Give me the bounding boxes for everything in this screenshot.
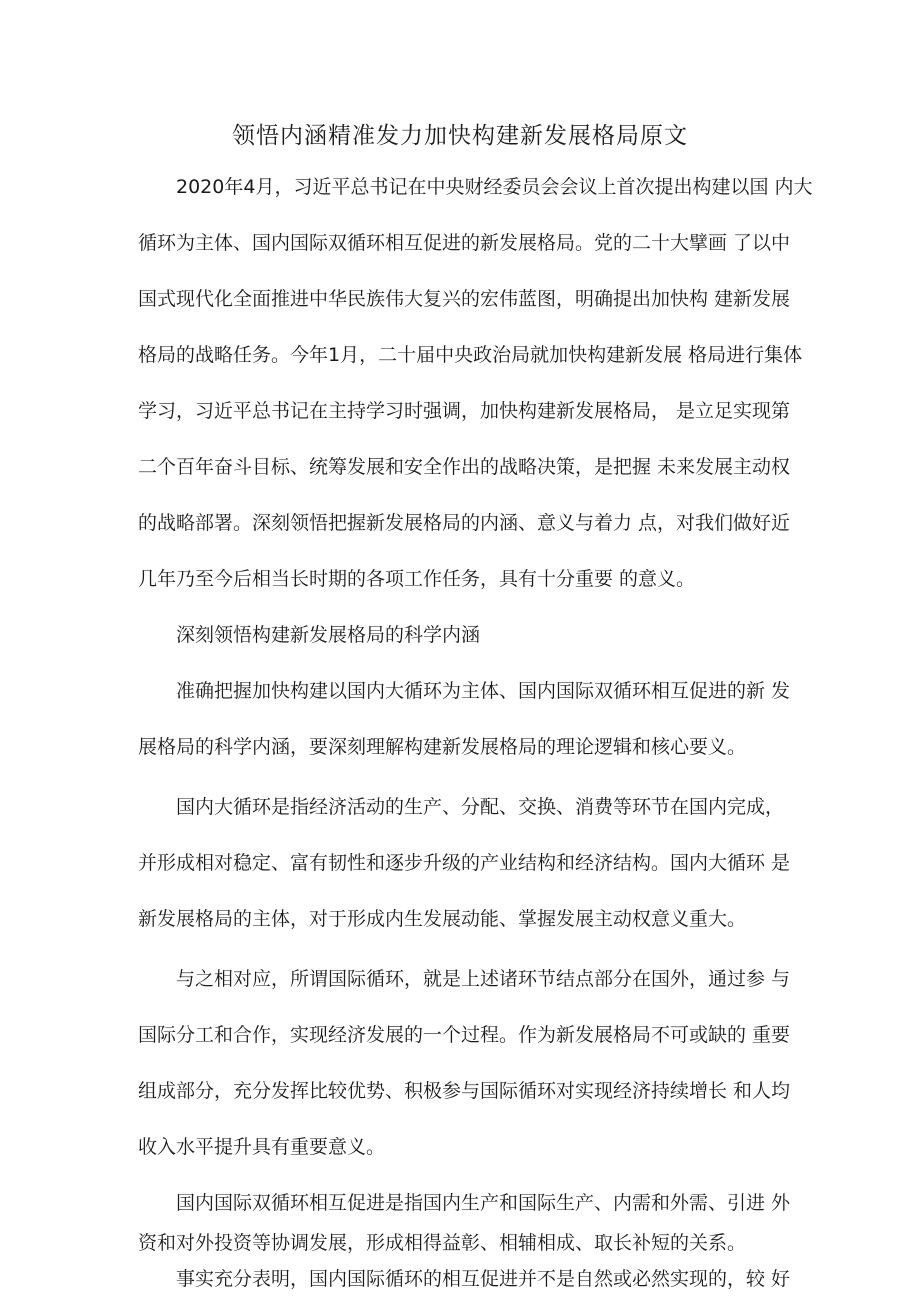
- paragraph-line: 格局的战略任务。今年1月，二十届中央政治局就加快构建新发展 格局进行集体: [138, 344, 803, 366]
- paragraph-line: 展格局的科学内涵，要深刻理解构建新发展格局的理论逻辑和核心要义。: [138, 736, 747, 758]
- paragraph-line: 学习，习近平总书记在主持学习时强调，加快构建新发展格局， 是立足实现第: [138, 400, 791, 422]
- paragraph-line: 国式现代化全面推进中华民族伟大复兴的宏伟蓝图，明确提出加快构 建新发展: [138, 288, 791, 310]
- section-heading: 深刻领悟构建新发展格局的科学内涵: [176, 624, 481, 646]
- paragraph-line: 组成部分，充分发挥比较优势、积极参与国际循环对实现经济持续增长 和人均: [138, 1080, 791, 1102]
- paragraph-line: 循环为主体、国内国际双循环相互促进的新发展格局。党的二十大擘画 了以中: [138, 232, 791, 254]
- paragraph-line: 并形成相对稳定、富有韧性和逐步升级的产业结构和经济结构。国内大循环 是: [138, 852, 791, 874]
- paragraph-line: 国内国际双循环相互促进是指国内生产和国际生产、内需和外需、引进 外: [176, 1192, 791, 1214]
- paragraph-line: 与之相对应，所谓国际循环，就是上述诸环节结点部分在国外，通过参 与: [176, 968, 791, 990]
- paragraph-line: 的战略部署。深刻领悟把握新发展格局的内涵、意义与着力 点，对我们做好近: [138, 512, 791, 534]
- paragraph-line: 准确把握加快构建以国内大循环为主体、国内国际双循环相互促进的新 发: [176, 680, 791, 702]
- document-title: 领悟内涵精准发力加快构建新发展格局原文: [232, 123, 688, 149]
- paragraph-line: 新发展格局的主体，对于形成内生发展动能、掌握发展主动权意义重大。: [138, 908, 747, 930]
- paragraph-line: 二个百年奋斗目标、统筹发展和安全作出的战略决策，是把握 未来发展主动权: [138, 456, 791, 478]
- paragraph-line: 事实充分表明，国内国际循环的相互促进并不是自然或必然实现的，较 好: [176, 1268, 791, 1290]
- paragraph-line: 国际分工和合作，实现经济发展的一个过程。作为新发展格局不可或缺的 重要: [138, 1024, 791, 1046]
- paragraph-line: 国内大循环是指经济活动的生产、分配、交换、消费等环节在国内完成，: [176, 796, 785, 818]
- paragraph-line: 收入水平提升具有重要意义。: [138, 1136, 386, 1158]
- paragraph-line: 2020年4月，习近平总书记在中央财经委员会会议上首次提出构建以国 内大: [176, 176, 813, 198]
- paragraph-line: 几年乃至今后相当长时期的各项工作任务，具有十分重要 的意义。: [138, 568, 696, 590]
- paragraph-line: 资和对外投资等协调发展，形成相得益彰、相辅相成、取长补短的关系。: [138, 1232, 747, 1254]
